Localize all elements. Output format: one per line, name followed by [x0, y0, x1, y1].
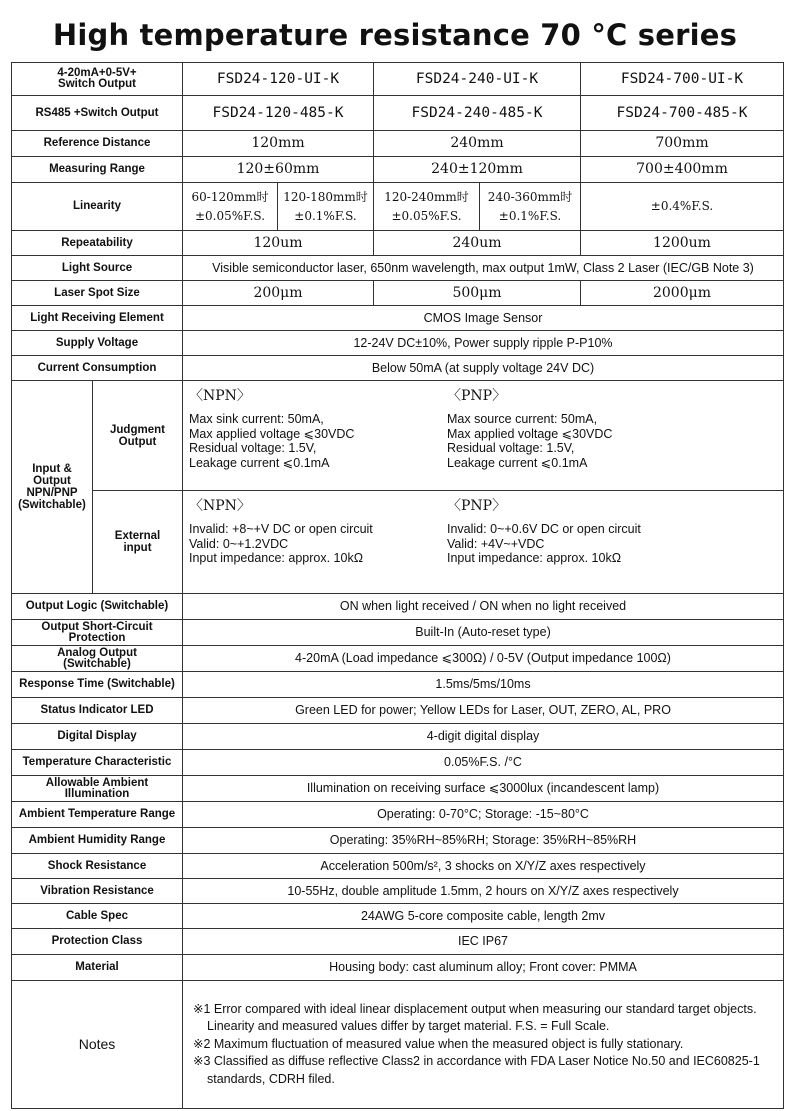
row-short-circuit [12, 620, 784, 646]
external-input-spec [183, 491, 784, 594]
value-cell: 500μm [374, 281, 581, 306]
model-120-485: FSD24-120-485-K [183, 96, 374, 131]
label-spot-size: Laser Spot Size [12, 281, 183, 306]
npn-heading: 〈NPN〉 [189, 388, 251, 404]
value-cell: 0.05%F.S. /°C [183, 750, 784, 776]
pnp-text: Max source current: 50mA, Max applied voltage ⩽30VDC Residual voltage: 1.5V, Leakage current ⩽0.1mA [447, 412, 613, 470]
row-light-source [12, 256, 784, 281]
label-supply: Supply Voltage [12, 331, 183, 356]
row-current [12, 356, 784, 381]
model-120-ui: FSD24-120-UI-K [183, 63, 374, 96]
model-700-ui: FSD24-700-UI-K [581, 63, 784, 96]
label-repeatability: Repeatability [12, 231, 183, 256]
row-external-input [12, 491, 784, 594]
value-cell: 60-120mm时 ±0.05%F.S. [183, 183, 278, 231]
value-cell: 120-180mm时 ±0.1%F.S. [278, 183, 374, 231]
value-cell: 1200um [581, 231, 784, 256]
row-protection [12, 929, 784, 955]
label-receiving: Light Receiving Element [12, 306, 183, 331]
value-cell: 120-240mm时 ±0.05%F.S. [374, 183, 480, 231]
row-response [12, 672, 784, 698]
value-cell: 24AWG 5-core composite cable, length 2mv [183, 904, 784, 929]
value-cell: Acceleration 500m/s², 3 shocks on X/Y/Z axes respectively [183, 854, 784, 879]
value-cell: 240mm [374, 131, 581, 157]
value-cell: Housing body: cast aluminum alloy; Front cover: PMMA [183, 955, 784, 981]
label-temp-char: Temperature Characteristic [12, 750, 183, 776]
row-display [12, 724, 784, 750]
value-cell: ON when light received / ON when no light received [183, 594, 784, 620]
value-cell: 4-20mA (Load impedance ⩽300Ω) / 0-5V (Output impedance 100Ω) [183, 646, 784, 672]
npn-heading: 〈NPN〉 [189, 498, 251, 514]
label-led: Status Indicator LED [12, 698, 183, 724]
value-cell: 240um [374, 231, 581, 256]
label-display: Digital Display [12, 724, 183, 750]
row-temp-char [12, 750, 784, 776]
notes-body [183, 981, 784, 1109]
row-shock [12, 854, 784, 879]
npn-column [189, 497, 447, 566]
value-cell: Visible semiconductor laser, 650nm wavelength, max output 1mW, Class 2 Laser (IEC/GB Note 3) [183, 256, 784, 281]
value-cell: 120mm [183, 131, 374, 157]
row-reference-distance [12, 131, 784, 157]
row-output-ui [12, 63, 784, 96]
label-output-ui: 4-20mA+0-5V+ Switch Output [12, 63, 183, 96]
row-output-485 [12, 96, 784, 131]
label-output-485: RS485 +Switch Output [12, 96, 183, 131]
pnp-column [447, 497, 705, 566]
row-judgment-output [12, 381, 784, 491]
pnp-column [447, 387, 705, 470]
value-cell: Operating: 35%RH~85%RH; Storage: 35%RH~85%RH [183, 828, 784, 854]
label-output-logic: Output Logic (Switchable) [12, 594, 183, 620]
note-2: ※2 Maximum fluctuation of measured value when the measured object is fully stationary. [193, 1036, 684, 1051]
row-repeatability [12, 231, 784, 256]
value-cell: 1.5ms/5ms/10ms [183, 672, 784, 698]
value-cell: 240-360mm时 ±0.1%F.S. [480, 183, 581, 231]
note-1: ※1 Error compared with ideal linear displacement output when measuring our standard target objects. Linearity and measured values differ by target material. F.S. = Full Scale. [193, 1001, 757, 1034]
row-spot-size [12, 281, 784, 306]
label-linearity: Linearity [12, 183, 183, 231]
note-3: ※3 Classified as diffuse reflective Class2 in accordance with FDA Laser Notice No.50 and IEC60825-1 standards, CDRH filed. [193, 1054, 760, 1086]
value-cell: 240±120mm [374, 157, 581, 183]
npn-column [189, 387, 447, 470]
row-vibration [12, 879, 784, 904]
value-cell: CMOS Image Sensor [183, 306, 784, 331]
label-response: Response Time (Switchable) [12, 672, 183, 698]
npn-text: Max sink current: 50mA, Max applied voltage ⩽30VDC Residual voltage: 1.5V, Leakage current ⩽0.1mA [189, 412, 355, 470]
row-measuring-range [12, 157, 784, 183]
value-cell: 4-digit digital display [183, 724, 784, 750]
value-cell: Illumination on receiving surface ⩽3000lux (incandescent lamp) [183, 776, 784, 802]
row-led [12, 698, 784, 724]
row-amb-temp [12, 802, 784, 828]
value-cell: 120um [183, 231, 374, 256]
label-cable: Cable Spec [12, 904, 183, 929]
row-output-logic [12, 594, 784, 620]
value-cell: Green LED for power; Yellow LEDs for Laser, OUT, ZERO, AL, PRO [183, 698, 784, 724]
label-reference-distance: Reference Distance [12, 131, 183, 157]
pnp-heading: 〈PNP〉 [447, 388, 507, 404]
row-supply [12, 331, 784, 356]
value-cell: 200μm [183, 281, 374, 306]
label-judgment-output: Judgment Output [93, 381, 183, 491]
row-cable [12, 904, 784, 929]
label-amb-temp: Ambient Temperature Range [12, 802, 183, 828]
label-current: Current Consumption [12, 356, 183, 381]
label-external-input: External input [93, 491, 183, 594]
value-cell: 700±400mm [581, 157, 784, 183]
pnp-text: Invalid: 0~+0.6V DC or open circuit Valid: +4V~+VDC Input impedance: approx. 10kΩ [447, 522, 641, 565]
value-cell: 12-24V DC±10%, Power supply ripple P-P10% [183, 331, 784, 356]
value-cell: Operating: 0-70°C; Storage: -15~80°C [183, 802, 784, 828]
judgment-output-spec [183, 381, 784, 491]
row-material [12, 955, 784, 981]
label-illumination: Allowable Ambient Illumination [12, 776, 183, 802]
value-cell: 10-55Hz, double amplitude 1.5mm, 2 hours on X/Y/Z axes respectively [183, 879, 784, 904]
label-input-output: Input & Output NPN/PNP (Switchable) [12, 381, 93, 594]
value-cell: 700mm [581, 131, 784, 157]
label-material: Material [12, 955, 183, 981]
model-240-ui: FSD24-240-UI-K [374, 63, 581, 96]
value-cell: Built-In (Auto-reset type) [183, 620, 784, 646]
value-cell: 120±60mm [183, 157, 374, 183]
label-amb-humidity: Ambient Humidity Range [12, 828, 183, 854]
pnp-heading: 〈PNP〉 [447, 498, 507, 514]
label-short-circuit: Output Short-Circuit Protection [12, 620, 183, 646]
value-cell: Below 50mA (at supply voltage 24V DC) [183, 356, 784, 381]
label-measuring-range: Measuring Range [12, 157, 183, 183]
label-notes: Notes [12, 981, 183, 1109]
label-analog: Analog Output (Switchable) [12, 646, 183, 672]
value-cell: 2000μm [581, 281, 784, 306]
page-title: High temperature resistance 70 °C series [52, 18, 738, 52]
value-cell: IEC IP67 [183, 929, 784, 955]
label-protection: Protection Class [12, 929, 183, 955]
row-analog [12, 646, 784, 672]
value-cell: ±0.4%F.S. [581, 183, 784, 231]
label-shock: Shock Resistance [12, 854, 183, 879]
model-700-485: FSD24-700-485-K [581, 96, 784, 131]
npn-text: Invalid: +8~+V DC or open circuit Valid: 0~+1.2VDC Input impedance: approx. 10kΩ [189, 522, 373, 565]
label-light-source: Light Source [12, 256, 183, 281]
row-amb-humidity [12, 828, 784, 854]
spec-table [11, 62, 784, 1109]
label-vibration: Vibration Resistance [12, 879, 183, 904]
row-receiving [12, 306, 784, 331]
row-illumination [12, 776, 784, 802]
model-240-485: FSD24-240-485-K [374, 96, 581, 131]
row-notes [12, 981, 784, 1109]
row-linearity [12, 183, 784, 231]
